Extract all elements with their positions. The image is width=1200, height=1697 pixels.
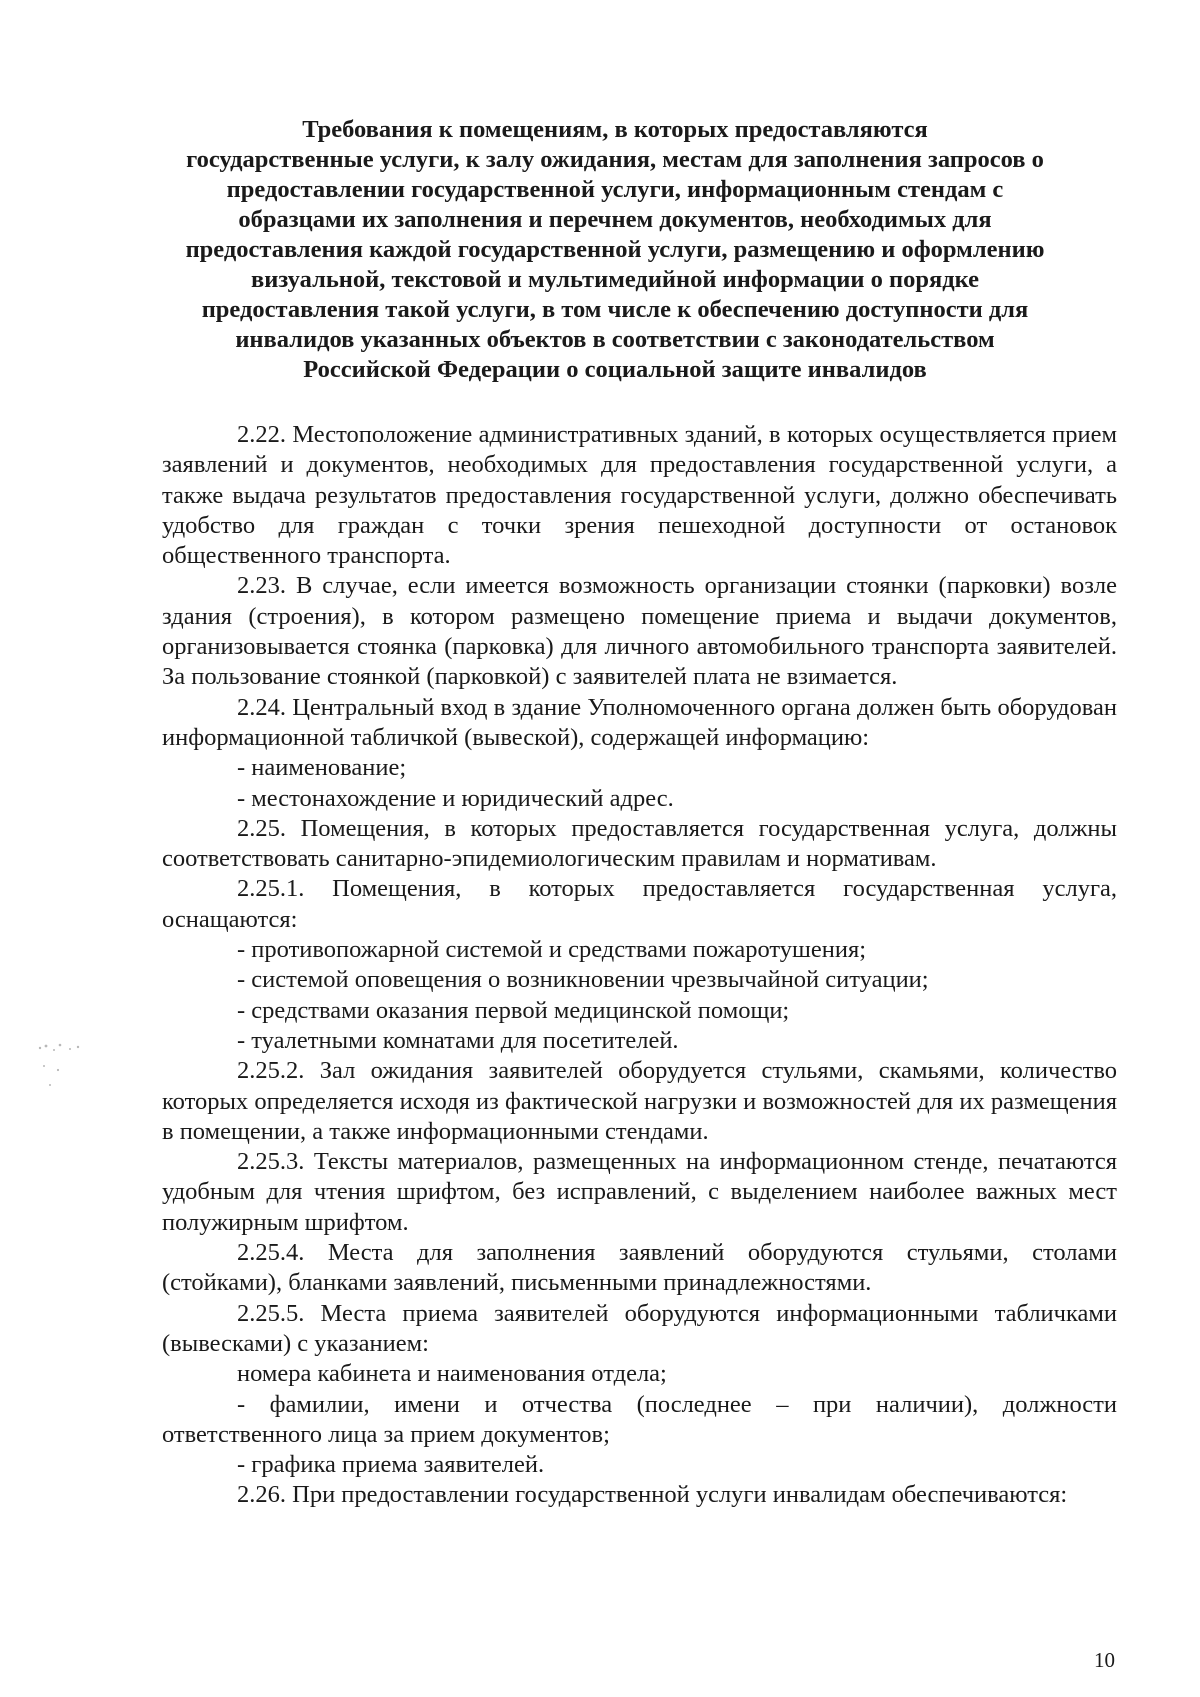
paragraph-2-25-4: 2.25.4. Места для заполнения заявлений оборудуются стульями, столами (стойками), бланками заявлений, письменными принадлежностями.	[162, 1239, 1117, 1297]
paragraph-2-25-5: 2.25.5. Места приема заявителей оборудуются информационными табличками (вывесками) с указанием:	[162, 1299, 1117, 1357]
list-item: - туалетными комнатами для посетителей.	[237, 1026, 679, 1054]
list-item: - наименование;	[237, 754, 407, 782]
list-item: - системой оповещения о возникновении чрезвычайной ситуации;	[237, 966, 929, 994]
paragraph-2-25: 2.25. Помещения, в которых предоставляется государственная услуга, должны соответствовать санитарно-эпидемиологическим правилам и нормативам.	[162, 814, 1117, 873]
paragraph-2-23: 2.23. В случае, если имеется возможность организации стоянки (парковки) возле здания (строения), в котором размещено помещение приема и выдачи документов, организовывается стоянка (парковка) для личного автомобильного транспорта заявителей. За пользование стоянкой (парковкой) с заявителей плата не взимается.	[162, 572, 1117, 691]
paragraph-2-24: 2.24. Центральный вход в здание Уполномоченного органа должен быть оборудован информационной табличкой (вывеской), содержащей информацию:	[162, 693, 1117, 751]
title-line: инвалидов указанных объектов в соответствии с законодательством	[235, 326, 995, 353]
list-item: - местонахождение и юридический адрес.	[237, 784, 674, 812]
title-line: образцами их заполнения и перечнем документов, необходимых для	[238, 206, 992, 233]
title-line: предоставления такой услуги, в том числе к обеспечению доступности для	[201, 296, 1029, 323]
paragraph-2-22: 2.22. Местоположение административных зданий, в которых осуществляется прием заявлений и документов, необходимых для предоставления государственной услуги, а также выдача результатов предоставления государственной услуги, должно обеспечивать удобство для граждан с точки зрения пешеходной доступности от остановок общественного транспорта.	[162, 421, 1117, 570]
paragraph-2-25-3: 2.25.3. Тексты материалов, размещенных на информационном стенде, печатаются удобным для чтения шрифтом, без исправлений, с выделением наиболее важных мест полужирным шрифтом.	[162, 1148, 1117, 1236]
title-line: Требования к помещениям, в которых предоставляются	[302, 116, 928, 143]
list-item: - графика приема заявителей.	[237, 1451, 545, 1479]
list-item: - фамилии, имени и отчества (последнее – при наличии), должности ответственного лица за прием документов;	[162, 1390, 1117, 1448]
page-number: 10	[1094, 1648, 1115, 1672]
scan-artifact-icon	[30, 1030, 110, 1100]
title-line: государственные услуги, к залу ожидания, местам для заполнения запросов о	[186, 146, 1044, 173]
list-item: - противопожарной системой и средствами пожаротушения;	[237, 936, 867, 964]
title-line: визуальной, текстовой и мультимедийной информации о порядке	[251, 266, 979, 293]
document-body	[162, 420, 1117, 1511]
list-item: - средствами оказания первой медицинской помощи;	[237, 996, 790, 1024]
title-line: предоставления каждой государственной услуги, размещению и оформлению	[185, 236, 1045, 263]
paragraph-2-25-1: 2.25.1. Помещения, в которых предоставляется государственная услуга, оснащаются:	[162, 875, 1117, 933]
title-line: Российской Федерации о социальной защите инвалидов	[303, 356, 927, 383]
section-title	[150, 115, 1080, 385]
paragraph-2-25-2: 2.25.2. Зал ожидания заявителей оборудуется стульями, скамьями, количество которых определяется исходя из фактической нагрузки и возможностей для их размещения в помещении, а также информационными стендами.	[162, 1057, 1117, 1145]
list-item: номера кабинета и наименования отдела;	[237, 1360, 667, 1388]
title-line: предоставлении государственной услуги, информационным стендам с	[226, 176, 1004, 203]
paragraph-2-26: 2.26. При предоставлении государственной услуги инвалидам обеспечиваются:	[237, 1481, 1068, 1509]
